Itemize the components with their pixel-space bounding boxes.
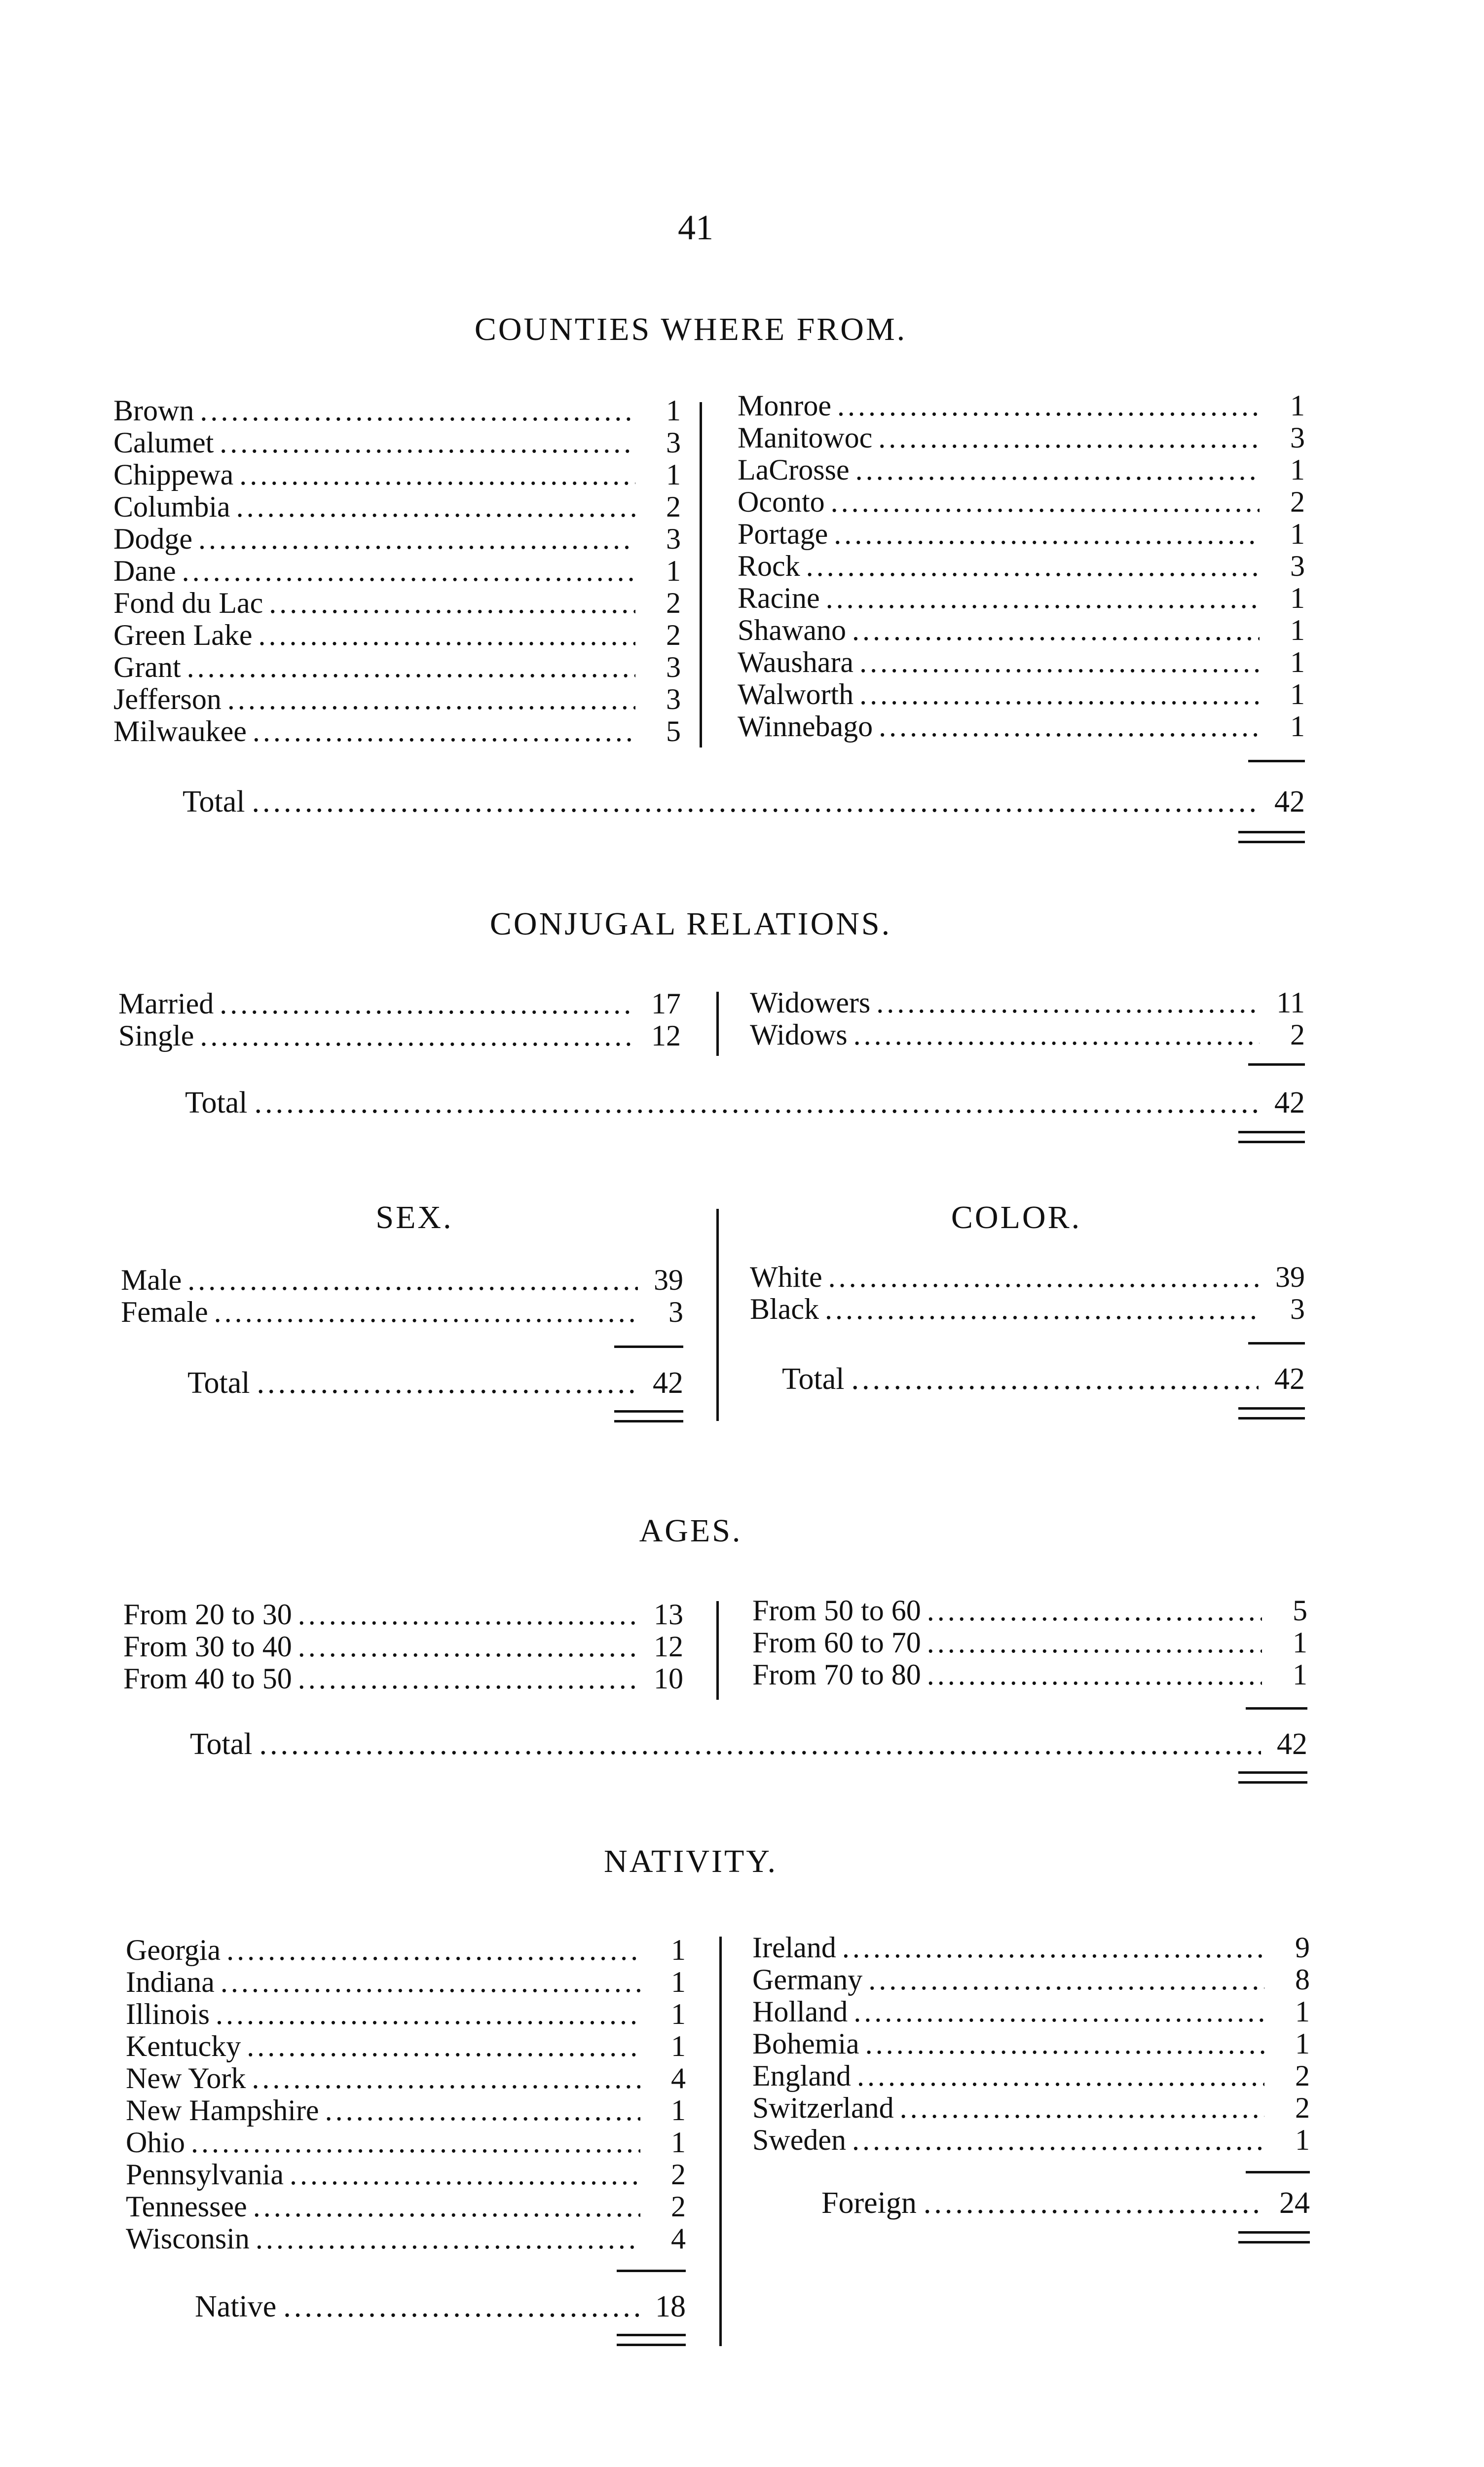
birthplace-count: 1 (671, 1934, 686, 1966)
county-count: 1 (666, 458, 681, 491)
double-rule-top (617, 2334, 686, 2336)
list-item (752, 2092, 1310, 2124)
list-item (113, 395, 681, 427)
list-item (113, 587, 681, 619)
sum-rule (1248, 760, 1305, 762)
foreign-value: 24 (1279, 2186, 1310, 2220)
county-name: Winnebago (738, 710, 873, 743)
birthplace: Kentucky (126, 2030, 241, 2062)
age-count: 13 (654, 1598, 683, 1631)
list-item (752, 1659, 1307, 1691)
conjugal-heading: CONJUGAL RELATIONS. (489, 906, 892, 942)
county-count: 1 (1290, 518, 1305, 550)
column-divider (716, 1209, 719, 1421)
age-count: 1 (1293, 1626, 1307, 1659)
color-heading: COLOR. (951, 1199, 1082, 1235)
sex-list (121, 1264, 683, 1328)
county-count: 1 (1290, 453, 1305, 486)
birthplace-count: 1 (1295, 1995, 1310, 2028)
age-range: From 50 to 60 (752, 1594, 921, 1627)
double-rule-top (1238, 831, 1305, 833)
list-item (126, 2094, 686, 2127)
native-label: Native (195, 2290, 277, 2323)
birthplace-count: 1 (671, 2094, 686, 2127)
birthplace-count: 1 (671, 1998, 686, 2030)
counties-left-list (113, 395, 681, 748)
double-rule-bottom (617, 2344, 686, 2346)
ages-right-list (752, 1595, 1307, 1691)
sex-count: 39 (654, 1264, 683, 1296)
status-count: 2 (1290, 1018, 1305, 1051)
birthplace: Pennsylvania (126, 2158, 284, 2191)
county-count: 2 (666, 490, 681, 523)
list-item (752, 1627, 1307, 1659)
color-name: Black (750, 1293, 819, 1325)
county-count: 1 (1290, 678, 1305, 710)
list-item (126, 1966, 686, 1998)
list-item (738, 486, 1305, 518)
birthplace-count: 4 (671, 2062, 686, 2094)
sex-name: Female (121, 1296, 208, 1328)
age-range: From 40 to 50 (123, 1662, 292, 1695)
foreign-label: Foreign (821, 2186, 917, 2220)
birthplace-count: 2 (1295, 2092, 1310, 2124)
age-range: From 30 to 40 (123, 1630, 292, 1663)
county-count: 2 (666, 587, 681, 619)
total-value: 42 (653, 1366, 683, 1400)
sum-rule (614, 1346, 683, 1348)
color-total-row (782, 1362, 1305, 1396)
birthplace: Wisconsin (126, 2222, 250, 2255)
birthplace-count: 2 (1295, 2059, 1310, 2092)
birthplace: New Hampshire (126, 2094, 319, 2127)
column-divider (716, 1601, 719, 1700)
birthplace: Bohemia (752, 2027, 859, 2060)
list-item (126, 1998, 686, 2030)
double-rule-bottom (1238, 841, 1305, 843)
county-count: 1 (666, 555, 681, 587)
list-item (738, 582, 1305, 614)
birthplace: Germany (752, 1963, 863, 1996)
double-rule-bottom (614, 1420, 683, 1422)
county-count: 3 (1290, 421, 1305, 454)
county-count: 1 (1290, 646, 1305, 678)
column-divider (719, 1937, 722, 2346)
birthplace: Switzerland (752, 2092, 894, 2124)
county-name: LaCrosse (738, 453, 850, 486)
birthplace-count: 1 (1295, 2027, 1310, 2060)
list-item (752, 1932, 1310, 1964)
county-name: Waushara (738, 646, 854, 678)
status-name: Married (118, 987, 214, 1020)
county-count: 3 (666, 683, 681, 715)
status-name: Widowers (750, 986, 871, 1019)
sex-total-row (187, 1366, 683, 1400)
birthplace: Ohio (126, 2126, 185, 2159)
double-rule-bottom (1238, 1141, 1305, 1143)
column-divider (716, 992, 719, 1056)
sex-name: Male (121, 1264, 182, 1296)
status-count: 17 (651, 987, 681, 1020)
foreign-total-row (821, 2186, 1310, 2220)
age-count: 1 (1293, 1658, 1307, 1691)
county-count: 3 (666, 426, 681, 459)
county-name: Calumet (113, 426, 214, 459)
county-name: Walworth (738, 678, 854, 710)
birthplace-count: 4 (671, 2222, 686, 2255)
age-count: 5 (1293, 1594, 1307, 1627)
birthplace: England (752, 2059, 851, 2092)
list-item (738, 422, 1305, 454)
list-item (752, 1996, 1310, 2028)
total-label: Total (190, 1727, 253, 1761)
color-count: 39 (1275, 1261, 1305, 1293)
total-value: 42 (1274, 1086, 1305, 1120)
double-rule-top (1238, 1771, 1307, 1774)
birthplace: Holland (752, 1995, 848, 2028)
age-count: 10 (654, 1662, 683, 1695)
birthplace-count: 1 (1295, 2124, 1310, 2156)
birthplace-count: 8 (1295, 1963, 1310, 1996)
list-item (123, 1663, 683, 1695)
status-name: Widows (750, 1018, 848, 1051)
list-item (118, 988, 681, 1020)
birthplace-count: 1 (671, 2126, 686, 2159)
nativity-right-list (752, 1932, 1310, 2156)
county-name: Rock (738, 550, 800, 582)
list-item (126, 2062, 686, 2094)
sum-rule (617, 2270, 686, 2272)
status-count: 11 (1276, 986, 1305, 1019)
list-item (126, 2030, 686, 2062)
list-item (750, 1293, 1305, 1325)
native-total-row (195, 2289, 686, 2324)
ages-left-list (123, 1599, 683, 1695)
list-item (123, 1631, 683, 1663)
list-item (113, 715, 681, 748)
total-label: Total (183, 785, 245, 819)
nativity-heading: NATIVITY. (604, 1843, 778, 1879)
conjugal-right-list (750, 987, 1305, 1051)
conjugal-left-list (118, 988, 681, 1052)
list-item (118, 1020, 681, 1052)
list-item (738, 454, 1305, 486)
county-count: 2 (1290, 486, 1305, 518)
list-item (750, 987, 1305, 1019)
county-name: Jefferson (113, 683, 222, 715)
double-rule-top (1238, 2231, 1310, 2234)
county-count: 1 (1290, 582, 1305, 614)
birthplace-count: 2 (671, 2158, 686, 2191)
counties-total-row (183, 785, 1305, 819)
age-range: From 60 to 70 (752, 1626, 921, 1659)
list-item (738, 390, 1305, 422)
list-item (750, 1261, 1305, 1293)
double-rule-bottom (1238, 1417, 1305, 1420)
list-item (126, 2127, 686, 2159)
birthplace-count: 1 (671, 2030, 686, 2062)
list-item (738, 550, 1305, 582)
double-rule-bottom (1238, 1781, 1307, 1784)
list-item (113, 683, 681, 715)
age-range: From 70 to 80 (752, 1658, 921, 1691)
total-label: Total (187, 1366, 250, 1400)
double-rule-bottom (1238, 2241, 1310, 2243)
page-number: 41 (678, 208, 713, 247)
sum-rule (1248, 1342, 1305, 1345)
list-item (113, 459, 681, 491)
list-item (738, 614, 1305, 646)
county-name: Oconto (738, 486, 825, 518)
age-range: From 20 to 30 (123, 1598, 292, 1631)
county-count: 3 (666, 651, 681, 683)
county-name: Dane (113, 555, 176, 587)
birthplace-count: 2 (671, 2190, 686, 2223)
sum-rule (1246, 2171, 1310, 2173)
county-count: 3 (666, 523, 681, 555)
county-count: 3 (1290, 550, 1305, 582)
sum-rule (1246, 1707, 1307, 1710)
county-name: Columbia (113, 490, 230, 523)
list-item (752, 2028, 1310, 2060)
list-item (752, 1595, 1307, 1627)
birthplace: Sweden (752, 2124, 846, 2156)
nativity-left-list (126, 1934, 686, 2255)
native-value: 18 (655, 2290, 686, 2323)
list-item (121, 1296, 683, 1328)
county-name: Monroe (738, 389, 831, 422)
counties-right-list (738, 390, 1305, 743)
status-name: Single (118, 1019, 194, 1052)
list-item (113, 555, 681, 587)
list-item (113, 523, 681, 555)
county-count: 1 (1290, 614, 1305, 646)
list-item (738, 646, 1305, 678)
color-name: White (750, 1261, 822, 1293)
status-count: 12 (651, 1019, 681, 1052)
birthplace: New York (126, 2062, 246, 2094)
ages-heading: AGES. (639, 1513, 742, 1549)
list-item (738, 710, 1305, 743)
double-rule-top (614, 1410, 683, 1413)
county-name: Fond du Lac (113, 587, 263, 619)
list-item (113, 427, 681, 459)
list-item (123, 1599, 683, 1631)
county-name: Milwaukee (113, 715, 247, 748)
county-name: Manitowoc (738, 421, 873, 454)
sum-rule (1248, 1063, 1305, 1066)
county-name: Grant (113, 651, 181, 683)
list-item (750, 1019, 1305, 1051)
list-item (752, 1964, 1310, 1996)
total-label: Total (185, 1086, 248, 1120)
county-name: Green Lake (113, 619, 253, 651)
county-name: Dodge (113, 523, 192, 555)
ages-total-row (190, 1727, 1307, 1761)
list-item (113, 651, 681, 683)
list-item (126, 1934, 686, 1966)
county-count: 5 (666, 715, 681, 748)
list-item (752, 2124, 1310, 2156)
list-item (126, 2159, 686, 2191)
birthplace: Georgia (126, 1934, 221, 1966)
list-item (738, 518, 1305, 550)
total-value: 42 (1274, 785, 1305, 819)
list-item (738, 678, 1305, 710)
list-item (113, 491, 681, 523)
birthplace-count: 9 (1295, 1931, 1310, 1964)
column-divider (700, 402, 702, 748)
double-rule-top (1238, 1407, 1305, 1410)
list-item (752, 2060, 1310, 2092)
county-name: Racine (738, 582, 820, 614)
total-value: 42 (1274, 1362, 1305, 1396)
conjugal-total-row (185, 1085, 1305, 1120)
sex-heading: SEX. (375, 1199, 453, 1235)
county-name: Portage (738, 518, 828, 550)
birthplace: Tennessee (126, 2190, 247, 2223)
county-name: Chippewa (113, 458, 234, 491)
color-count: 3 (1290, 1293, 1305, 1325)
list-item (121, 1264, 683, 1296)
total-value: 42 (1277, 1727, 1307, 1761)
county-count: 2 (666, 619, 681, 651)
county-count: 1 (1290, 389, 1305, 422)
color-list (750, 1261, 1305, 1325)
list-item (126, 2191, 686, 2223)
age-count: 12 (654, 1630, 683, 1663)
counties-heading: COUNTIES WHERE FROM. (474, 311, 907, 347)
total-label: Total (782, 1362, 845, 1396)
birthplace: Indiana (126, 1966, 215, 1998)
double-rule-top (1238, 1131, 1305, 1133)
county-name: Shawano (738, 614, 846, 646)
list-item (113, 619, 681, 651)
county-name: Brown (113, 394, 194, 427)
birthplace-count: 1 (671, 1966, 686, 1998)
sex-count: 3 (668, 1296, 683, 1328)
birthplace: Ireland (752, 1931, 836, 1964)
birthplace: Illinois (126, 1998, 210, 2030)
list-item (126, 2223, 686, 2255)
county-count: 1 (666, 394, 681, 427)
county-count: 1 (1290, 710, 1305, 743)
